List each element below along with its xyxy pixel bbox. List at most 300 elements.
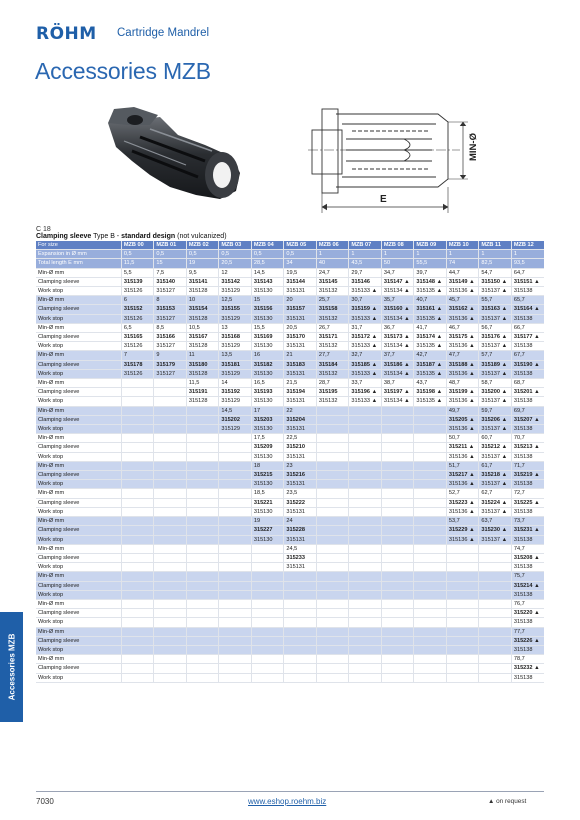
table-cell: 315138 [511, 425, 544, 434]
table-cell [154, 553, 187, 562]
table-cell: 315136 ▲ [446, 507, 479, 516]
table-cell: 315138 [511, 287, 544, 296]
chapter-side-tab[interactable] [0, 612, 23, 722]
table-cell [186, 425, 219, 434]
table-cell [121, 425, 154, 434]
table-cell: 43,7 [414, 379, 447, 388]
table-cell: 315136 ▲ [446, 287, 479, 296]
table-cell: 315228 [284, 526, 317, 535]
table-row-clamping-sleeve [36, 415, 544, 424]
table-cell: 0,5 [219, 250, 252, 259]
table-cell: 315138 [511, 673, 544, 682]
table-row-work-stop [36, 397, 544, 406]
table-cell [284, 572, 317, 581]
page-title: Accessories MZB [35, 58, 211, 84]
table-cell: 14,5 [251, 268, 284, 277]
table-cell: 315176 ▲ [479, 333, 512, 342]
table-cell: 5,5 [121, 268, 154, 277]
table-cell: 315223 ▲ [446, 498, 479, 507]
table-cell: 35,7 [381, 296, 414, 305]
table-cell: 315130 [251, 452, 284, 461]
table-cell: 315190 ▲ [511, 360, 544, 369]
table-cell [154, 434, 187, 443]
table-cell [414, 415, 447, 424]
header-size: MZB 12 [511, 241, 544, 250]
table-cell [219, 655, 252, 664]
table-cell [381, 553, 414, 562]
table-cell: 76,7 [511, 599, 544, 608]
table-cell [381, 664, 414, 673]
table-cell: 315131 [284, 507, 317, 516]
table-cell: 315138 [511, 645, 544, 654]
row-label: Clamping sleeve [36, 636, 121, 645]
table-cell: 315231 ▲ [511, 526, 544, 535]
table-cell: 11,5 [186, 379, 219, 388]
table-cell [121, 379, 154, 388]
table-cell: 17,5 [251, 434, 284, 443]
table-cell: 315128 [186, 287, 219, 296]
table-cell [154, 425, 187, 434]
table-cell: 315135 ▲ [414, 314, 447, 323]
table-cell: 82,5 [479, 259, 512, 268]
table-row-clamping-sleeve [36, 333, 544, 342]
table-cell: 315215 [251, 471, 284, 480]
table-cell [284, 636, 317, 645]
table-cell [381, 471, 414, 480]
table-cell [349, 434, 382, 443]
table-cell: 9 [154, 351, 187, 360]
table-cell: 315162 ▲ [446, 305, 479, 314]
table-cell [219, 563, 252, 572]
table-cell [154, 664, 187, 673]
row-label: Clamping sleeve [36, 443, 121, 452]
table-cell [316, 452, 349, 461]
table-cell: 24 [284, 517, 317, 526]
table-cell [121, 388, 154, 397]
table-cell [284, 673, 317, 682]
table-cell [219, 480, 252, 489]
table-cell: 315217 ▲ [446, 471, 479, 480]
table-cell [414, 498, 447, 507]
table-cell: 315213 ▲ [511, 443, 544, 452]
table-cell: 315131 [284, 314, 317, 323]
table-cell: 315199 ▲ [446, 388, 479, 397]
table-cell [414, 434, 447, 443]
table-cell [414, 553, 447, 562]
table-cell: 315206 ▲ [479, 415, 512, 424]
table-cell [219, 664, 252, 673]
table-cell: 315137 ▲ [479, 507, 512, 516]
table-cell: 315136 ▲ [446, 342, 479, 351]
header-size: MZB 08 [381, 241, 414, 250]
table-cell [121, 397, 154, 406]
table-cell: 40,7 [414, 296, 447, 305]
table-cell: 70,7 [511, 434, 544, 443]
table-cell [186, 517, 219, 526]
table-cell [121, 443, 154, 452]
table-cell [154, 507, 187, 516]
table-cell: 315147 ▲ [381, 277, 414, 286]
table-cell [121, 415, 154, 424]
table-cell [414, 636, 447, 645]
table-cell: 20 [284, 296, 317, 305]
table-cell: 315183 [284, 360, 317, 369]
table-cell: 315134 ▲ [381, 369, 414, 378]
table-cell [316, 581, 349, 590]
table-cell [154, 471, 187, 480]
row-label: Min-Ø mm [36, 627, 121, 636]
table-cell [251, 553, 284, 562]
table-cell [219, 535, 252, 544]
table-cell [154, 655, 187, 664]
table-cell: 10,5 [186, 323, 219, 332]
table-cell [414, 526, 447, 535]
table-cell [316, 636, 349, 645]
table-cell: 315126 [121, 287, 154, 296]
table-cell: 315179 [154, 360, 187, 369]
table-cell: 29,7 [349, 268, 382, 277]
table-cell [121, 526, 154, 535]
table-cell [121, 563, 154, 572]
table-cell [284, 618, 317, 627]
table-cell: 15 [251, 296, 284, 305]
table-cell: 71,7 [511, 461, 544, 470]
table-cell: 315134 ▲ [381, 314, 414, 323]
table-cell: 315135 ▲ [414, 397, 447, 406]
table-cell [154, 572, 187, 581]
table-cell [414, 655, 447, 664]
table-cell [349, 655, 382, 664]
row-label: Total length E mm [36, 259, 121, 268]
table-cell: 315132 [316, 314, 349, 323]
table-cell: 24,5 [284, 544, 317, 553]
table-cell: 315138 [511, 314, 544, 323]
table-row-work-stop [36, 480, 544, 489]
table-cell [121, 434, 154, 443]
row-label: Clamping sleeve [36, 581, 121, 590]
table-cell: 315173 ▲ [381, 333, 414, 342]
table-cell: 315131 [284, 425, 317, 434]
table-cell [284, 609, 317, 618]
table-cell [186, 489, 219, 498]
table-cell: 0,5 [154, 250, 187, 259]
table-cell [219, 452, 252, 461]
table-row-min-diameter [36, 655, 544, 664]
table-cell: 315137 ▲ [479, 452, 512, 461]
table-cell [316, 461, 349, 470]
table-cell [154, 517, 187, 526]
table-cell [349, 415, 382, 424]
table-cell: 51,7 [446, 461, 479, 470]
table-cell [414, 609, 447, 618]
table-cell: 315132 [316, 287, 349, 296]
table-cell [154, 388, 187, 397]
row-label: Work stop [36, 563, 121, 572]
table-row-clamping-sleeve [36, 471, 544, 480]
table-cell: 315132 [316, 342, 349, 351]
table-cell [154, 609, 187, 618]
table-cell: 315130 [251, 342, 284, 351]
row-label: Clamping sleeve [36, 360, 121, 369]
row-label: Min-Ø mm [36, 517, 121, 526]
table-cell [381, 609, 414, 618]
table-cell: 315222 [284, 498, 317, 507]
table-cell [186, 535, 219, 544]
table-cell [154, 498, 187, 507]
header-for-size: For size [36, 241, 121, 250]
table-cell: 315135 ▲ [414, 342, 447, 351]
table-cell: 315232 ▲ [511, 664, 544, 673]
table-cell [121, 618, 154, 627]
table-cell [381, 599, 414, 608]
table-cell [349, 489, 382, 498]
table-cell: 315131 [284, 342, 317, 351]
table-row-work-stop [36, 507, 544, 516]
table-cell: 33,7 [349, 379, 382, 388]
table-cell [446, 645, 479, 654]
table-cell: 315167 [186, 333, 219, 342]
table-cell: 315186 ▲ [381, 360, 414, 369]
table-cell [446, 609, 479, 618]
table-cell: 315138 [511, 563, 544, 572]
table-cell: 315211 ▲ [446, 443, 479, 452]
table-cell [479, 544, 512, 553]
table-cell: 315142 [219, 277, 252, 286]
table-cell: 1 [479, 250, 512, 259]
table-cell: 17 [251, 406, 284, 415]
table-cell: 315205 ▲ [446, 415, 479, 424]
table-cell: 315165 [121, 333, 154, 342]
table-cell [284, 627, 317, 636]
row-label: Min-Ø mm [36, 544, 121, 553]
table-cell [381, 563, 414, 572]
table-cell [186, 618, 219, 627]
row-label: Min-Ø mm [36, 461, 121, 470]
row-label: Clamping sleeve [36, 277, 121, 286]
header-size: MZB 00 [121, 241, 154, 250]
heading-product: Clamping sleeve [36, 233, 92, 240]
table-cell [121, 489, 154, 498]
table-cell: 315132 [316, 397, 349, 406]
table-cell: 93,5 [511, 259, 544, 268]
table-cell [219, 590, 252, 599]
table-cell: 315226 ▲ [511, 636, 544, 645]
table-cell [479, 655, 512, 664]
table-row-work-stop [36, 314, 544, 323]
table-cell: 315219 ▲ [511, 471, 544, 480]
table-cell [381, 535, 414, 544]
table-cell: 22,5 [284, 434, 317, 443]
table-cell: 32,7 [349, 351, 382, 360]
table-cell: 315174 ▲ [414, 333, 447, 342]
row-label: Clamping sleeve [36, 388, 121, 397]
table-cell [349, 425, 382, 434]
table-cell: 315137 ▲ [479, 342, 512, 351]
header-size: MZB 06 [316, 241, 349, 250]
table-cell: 315131 [284, 563, 317, 572]
table-cell: 74,7 [511, 544, 544, 553]
table-cell [186, 461, 219, 470]
table-cell [381, 461, 414, 470]
table-cell [186, 627, 219, 636]
table-cell: 0,5 [186, 250, 219, 259]
table-cell: 315130 [251, 369, 284, 378]
table-cell: 315160 ▲ [381, 305, 414, 314]
table-cell: 315200 ▲ [479, 388, 512, 397]
table-cell [219, 553, 252, 562]
table-cell [349, 609, 382, 618]
table-cell [251, 590, 284, 599]
row-label: Work stop [36, 590, 121, 599]
table-cell: 315184 [316, 360, 349, 369]
table-cell [349, 636, 382, 645]
table-cell: 15,5 [251, 323, 284, 332]
table-cell: 315130 [251, 480, 284, 489]
table-cell [316, 517, 349, 526]
table-cell [414, 590, 447, 599]
section-heading [36, 233, 227, 240]
table-cell: 315138 [511, 397, 544, 406]
table-cell: 19 [251, 517, 284, 526]
table-cell: 315138 [511, 369, 544, 378]
table-cell: 315202 [219, 415, 252, 424]
table-cell: 315225 ▲ [511, 498, 544, 507]
shop-link[interactable]: www.eshop.roehm.biz [248, 797, 327, 806]
table-cell: 19 [186, 259, 219, 268]
table-row-clamping-sleeve [36, 388, 544, 397]
table-cell: 7,5 [154, 268, 187, 277]
table-cell [154, 535, 187, 544]
table-cell: 315138 [511, 452, 544, 461]
table-cell: 60,7 [479, 434, 512, 443]
table-cell [219, 636, 252, 645]
table-cell: 18,5 [251, 489, 284, 498]
table-cell: 315127 [154, 287, 187, 296]
table-cell: 315131 [284, 480, 317, 489]
table-cell: 315216 [284, 471, 317, 480]
table-row-min-diameter [36, 599, 544, 608]
table-cell: 315127 [154, 369, 187, 378]
table-row-min-diameter [36, 323, 544, 332]
table-cell: 315233 [284, 553, 317, 562]
table-cell [316, 645, 349, 654]
table-cell [479, 609, 512, 618]
table-cell: 58,7 [479, 379, 512, 388]
table-cell [381, 425, 414, 434]
table-cell [316, 535, 349, 544]
table-cell [154, 673, 187, 682]
header-size: MZB 04 [251, 241, 284, 250]
table-cell [479, 581, 512, 590]
table-cell [316, 673, 349, 682]
table-cell [414, 489, 447, 498]
table-cell [186, 609, 219, 618]
table-cell [479, 636, 512, 645]
table-row-min-diameter [36, 434, 544, 443]
table-cell: 48,7 [446, 379, 479, 388]
table-cell [219, 461, 252, 470]
table-cell: 315131 [284, 452, 317, 461]
table-cell [446, 673, 479, 682]
table-cell: 315193 [251, 388, 284, 397]
expansion-row [36, 250, 544, 259]
table-cell [381, 590, 414, 599]
table-cell [316, 609, 349, 618]
table-row-work-stop [36, 563, 544, 572]
table-cell: 315208 ▲ [511, 553, 544, 562]
row-label: Clamping sleeve [36, 664, 121, 673]
table-cell [121, 581, 154, 590]
table-cell: 315181 [219, 360, 252, 369]
row-label: Min-Ø mm [36, 268, 121, 277]
table-cell [446, 618, 479, 627]
table-cell [219, 489, 252, 498]
table-cell: 315156 [251, 305, 284, 314]
row-label: Work stop [36, 645, 121, 654]
table-cell: 315129 [219, 425, 252, 434]
table-cell [154, 480, 187, 489]
table-cell [186, 563, 219, 572]
table-cell: 65,7 [511, 296, 544, 305]
table-row-min-diameter [36, 517, 544, 526]
row-label: Clamping sleeve [36, 553, 121, 562]
table-cell: 315139 [121, 277, 154, 286]
table-cell [381, 526, 414, 535]
table-cell [121, 553, 154, 562]
table-cell: 6 [121, 296, 154, 305]
table-row-clamping-sleeve [36, 360, 544, 369]
table-cell [186, 664, 219, 673]
table-cell [479, 627, 512, 636]
table-cell: 315198 ▲ [414, 388, 447, 397]
table-cell: 34,7 [381, 268, 414, 277]
table-row-work-stop [36, 535, 544, 544]
table-cell: 315135 ▲ [414, 287, 447, 296]
table-cell: 315137 ▲ [479, 535, 512, 544]
table-cell [381, 673, 414, 682]
table-cell [479, 590, 512, 599]
table-cell [186, 443, 219, 452]
table-cell [154, 544, 187, 553]
table-cell [219, 599, 252, 608]
table-cell [479, 563, 512, 572]
table-cell: 315229 ▲ [446, 526, 479, 535]
table-cell [121, 471, 154, 480]
table-cell: 315189 ▲ [479, 360, 512, 369]
table-cell [284, 655, 317, 664]
table-cell: 61,7 [479, 461, 512, 470]
table-cell: 315194 [284, 388, 317, 397]
table-cell: 73,7 [511, 517, 544, 526]
row-label: Work stop [36, 425, 121, 434]
table-cell [381, 581, 414, 590]
table-cell: 38,7 [381, 379, 414, 388]
table-cell [219, 609, 252, 618]
table-cell [219, 618, 252, 627]
table-cell [284, 664, 317, 673]
table-cell [479, 618, 512, 627]
table-cell: 315138 [511, 618, 544, 627]
table-cell: 315126 [121, 314, 154, 323]
table-cell [349, 618, 382, 627]
table-cell [316, 415, 349, 424]
table-cell [414, 517, 447, 526]
table-cell: 315195 [316, 388, 349, 397]
table-row-min-diameter [36, 461, 544, 470]
table-cell: 315136 ▲ [446, 452, 479, 461]
row-label: Min-Ø mm [36, 434, 121, 443]
table-cell [349, 599, 382, 608]
